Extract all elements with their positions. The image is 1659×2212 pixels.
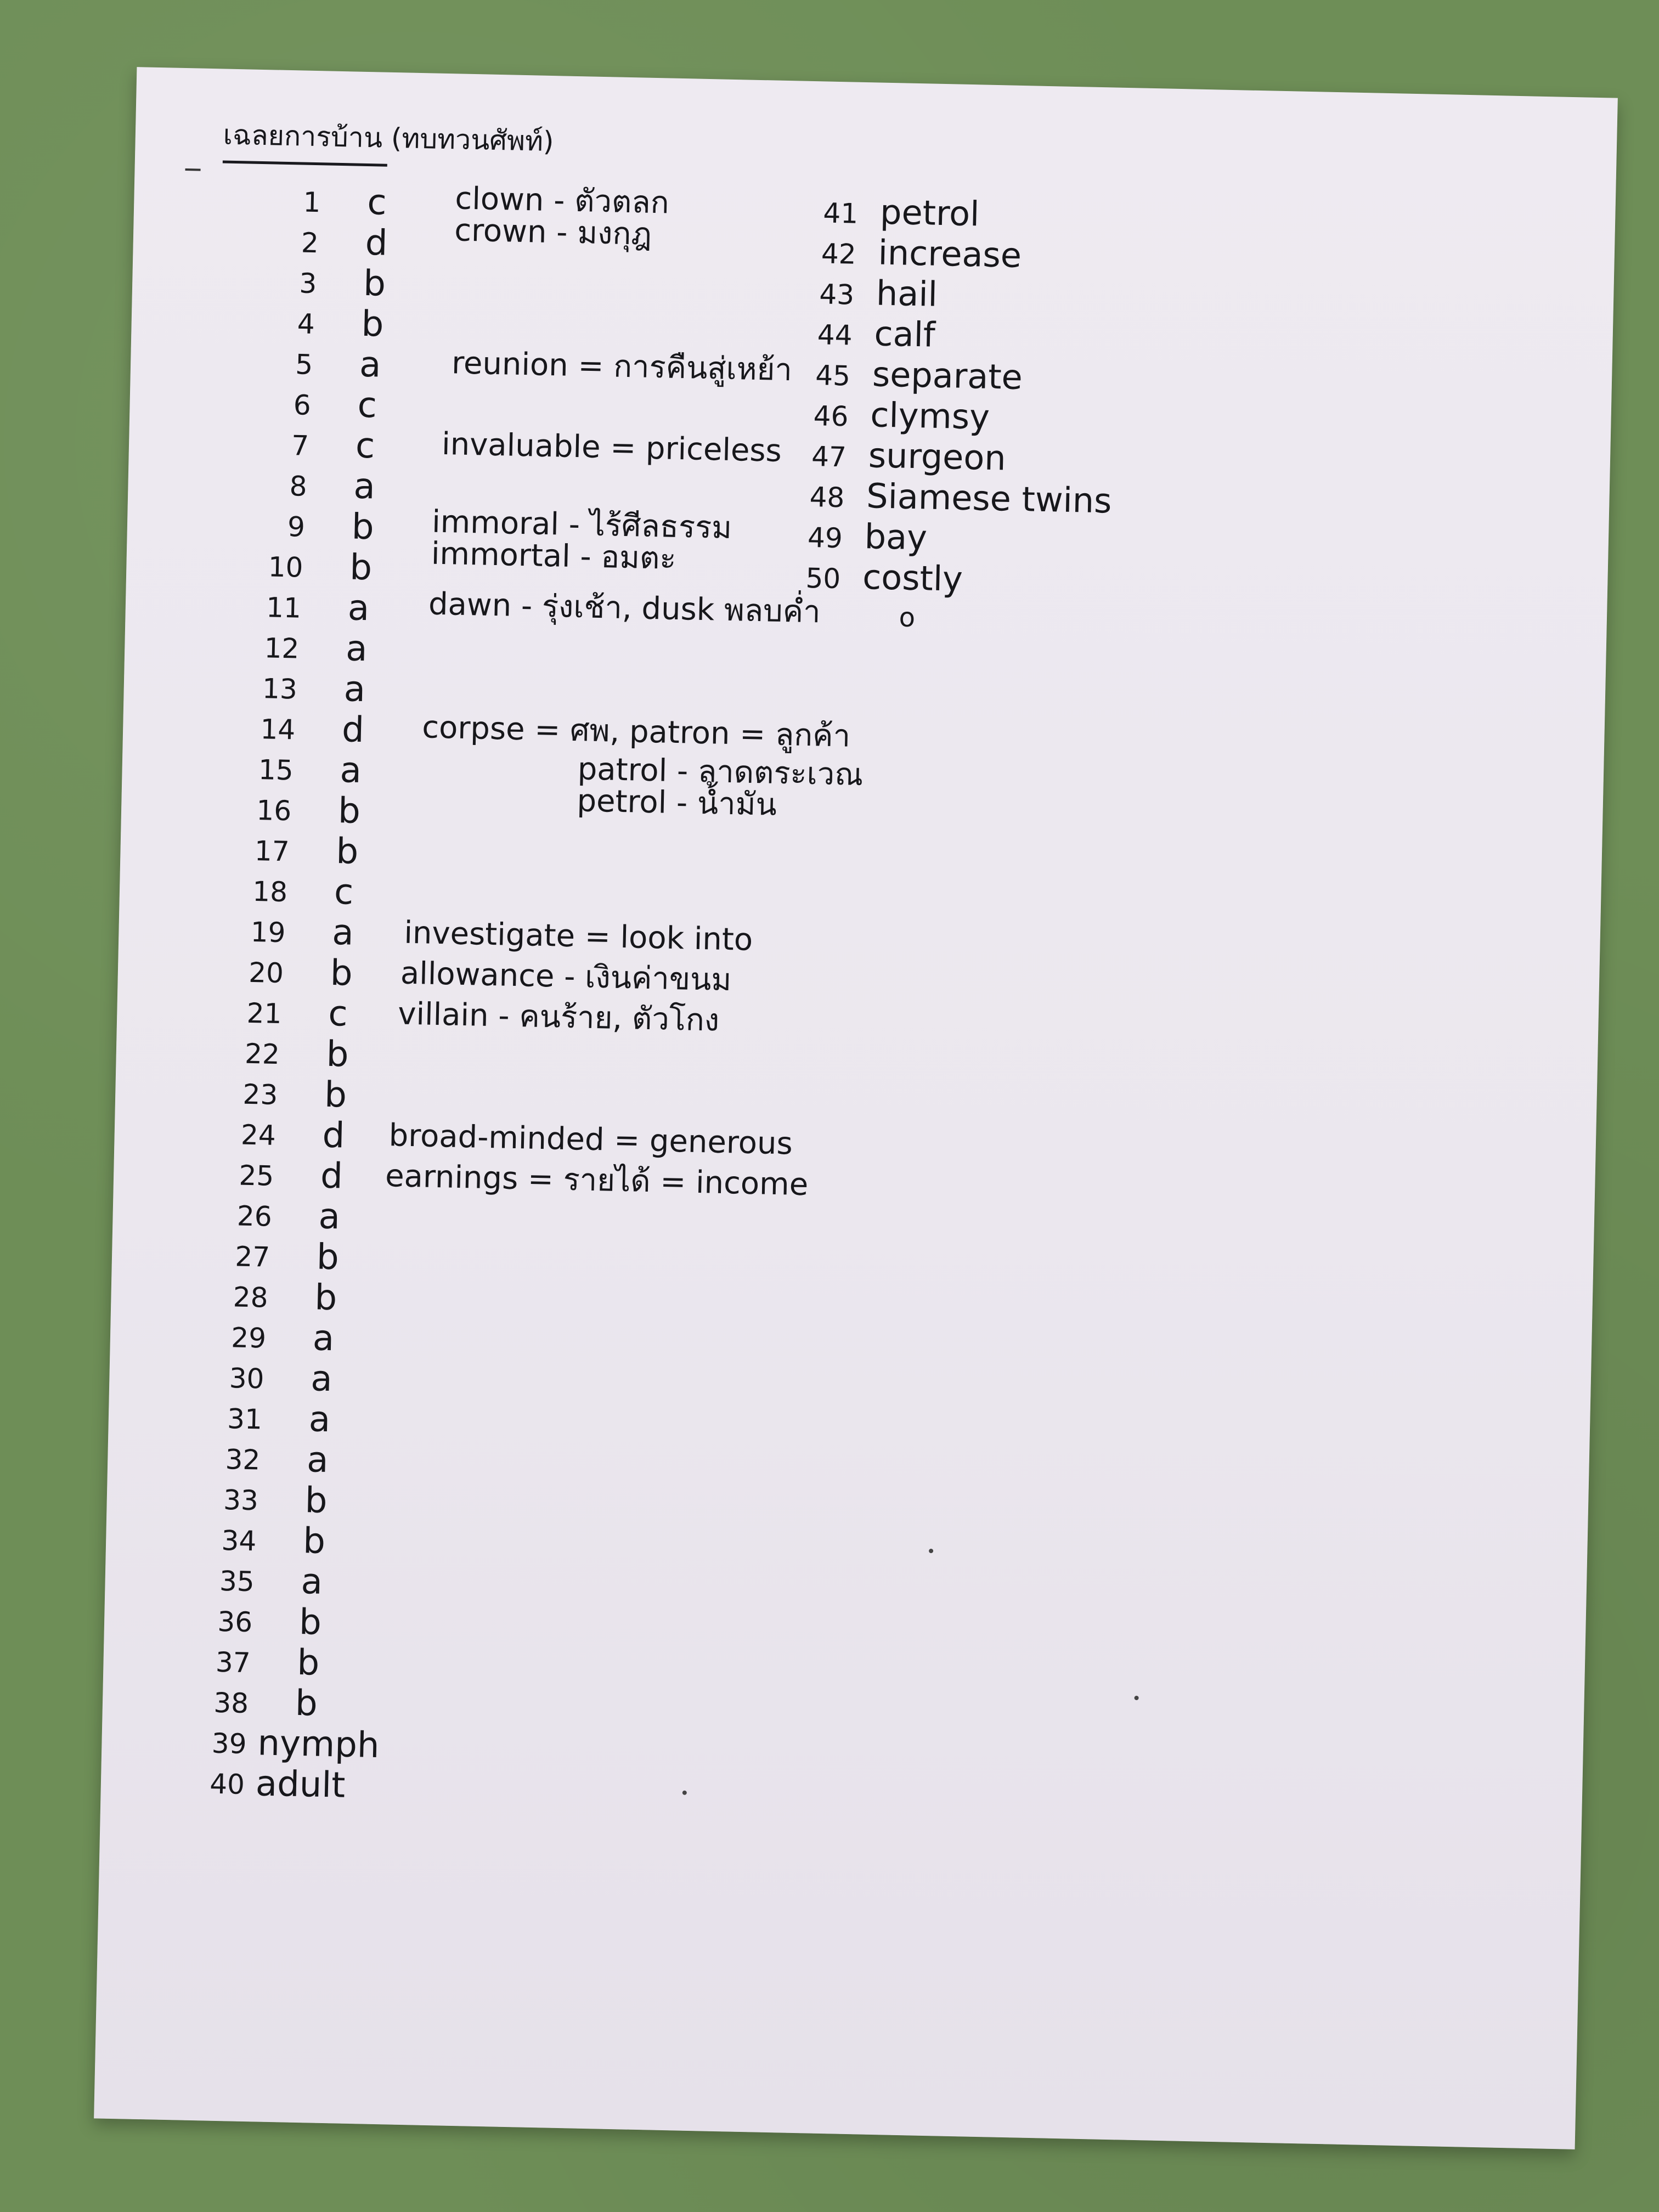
answer-choice: b [314,1277,337,1319]
answer-choice: d [320,1155,343,1197]
answer-word: costly [862,557,963,599]
circle-mark: o [899,602,916,634]
answer-number: 13 [262,673,298,706]
answer-choice: a [345,628,368,670]
paper-speck [929,1549,933,1553]
answer-choice: b [351,506,375,548]
answer-word: hail [876,273,938,314]
answer-sheet [94,67,1618,2149]
answer-number: 37 [215,1646,251,1679]
answer-number: 39 [211,1727,247,1760]
answer-number: 35 [219,1565,255,1598]
answer-number: 30 [229,1362,265,1395]
title-underline [223,160,387,166]
answer-choice: b [304,1480,328,1521]
vocab-note: dawn - รุ่งเช้า, dusk พลบค่ำ [428,586,821,630]
paper-speck [1135,1696,1139,1700]
answer-word: calf [873,313,936,355]
vocab-note: patrol - ลาดตระเวณ [577,751,864,793]
answer-number: 44 [817,319,853,352]
answer-choice: c [328,993,348,1035]
answer-number: 47 [811,441,847,473]
answer-number: 3 [298,267,317,300]
answer-number: 40 [209,1768,245,1801]
answer-number: 12 [264,632,300,665]
answer-choice: b [335,831,359,872]
answer-number: 6 [293,389,312,421]
answer-word: bay [864,516,928,558]
answer-choice: d [321,1115,346,1156]
vocab-note: crown - มงกุฎ [454,212,652,252]
answer-number: 1 [302,186,321,219]
answer-choice: a [310,1358,333,1400]
answer-choice: a [343,669,366,710]
answer-choice: b [360,303,385,345]
answer-choice: c [334,872,354,913]
vocab-note: earnings = รายได้ = income [385,1158,809,1203]
answer-choice: a [312,1318,335,1359]
answer-choice: c [357,385,377,426]
answer-choice: b [316,1237,340,1278]
paper-speck [682,1791,687,1795]
answer-number: 21 [246,997,282,1030]
answer-choice: b [337,791,361,832]
answer-number: 41 [822,197,859,230]
answer-choice: a [318,1196,341,1238]
answer-choice: b [295,1683,318,1724]
answer-number: 5 [295,348,313,381]
answer-number: 24 [240,1119,276,1152]
answer-number: 18 [252,875,288,909]
vocab-note: immortal - อมตะ [431,535,677,577]
answer-word: petrol [879,191,980,234]
answer-choice: a [339,750,362,791]
vocab-note: invaluable = priceless [441,426,782,469]
answer-number: 14 [259,713,296,746]
answer-word: increase [877,232,1022,275]
answer-choice: c [366,182,387,223]
answer-number: 17 [254,834,290,868]
answer-number: 33 [223,1484,259,1517]
answer-number: 11 [266,591,302,624]
answer-choice: c [355,425,376,467]
vocab-note: immoral - ไร้ศีลธรรม [431,504,732,546]
answer-word: clymsy [870,394,990,437]
answer-number: 15 [258,754,294,787]
answer-number: 25 [238,1159,274,1192]
answer-number: 28 [233,1281,269,1314]
answer-choice: a [300,1561,323,1602]
answer-word: Siamese twins [866,476,1113,521]
vocab-note: corpse = ศพ, patron = ลูกค้า [421,709,851,754]
answer-number: 46 [813,400,849,433]
answer-number: 10 [268,551,304,584]
answer-number: 8 [289,470,308,503]
answer-choice: a [353,466,376,507]
answer-choice: a [331,912,354,953]
vocab-note: villain - คนร้าย, ตัวโกง [397,996,720,1039]
vocab-note: petrol - น้ำมัน [576,783,777,823]
answer-choice: b [302,1521,326,1562]
answer-number: 32 [225,1443,261,1476]
answer-choice: a [359,344,382,386]
vocab-note: broad-minded = generous [388,1118,793,1162]
answer-number: 42 [821,238,857,270]
answer-choice: d [341,709,365,751]
answer-number: 34 [221,1524,257,1558]
answer-word: surgeon [868,435,1007,478]
sheet-title: เฉลยการบ้าน (ทบทวนศัพท์) [223,119,555,158]
answer-number: 27 [234,1240,270,1273]
answer-number: 9 [287,511,306,543]
answer-number: 2 [301,227,319,259]
answer-choice: a [308,1399,331,1441]
vocab-note: reunion = การคืนสู่เหย้า [451,345,793,388]
answer-choice: b [349,547,373,589]
answer-number: 45 [815,359,851,392]
answer-number: 22 [244,1037,280,1070]
answer-number: 36 [217,1605,253,1639]
answer-word: separate [872,354,1023,398]
answer-number: 43 [819,278,855,311]
answer-choice: b [298,1601,322,1643]
answer-number: 49 [807,521,843,555]
answer-number: 26 [236,1200,273,1233]
answer-number: 31 [227,1403,263,1436]
answer-choice: adult [255,1763,346,1806]
vocab-note: investigate = look into [403,915,753,958]
answer-number: 20 [248,956,284,990]
margin-tick [185,168,201,171]
answer-number: 7 [291,430,309,462]
answer-choice: b [296,1642,320,1684]
answer-choice: b [326,1034,349,1075]
vocab-note: allowance - เงินค่าขนม [400,955,732,998]
answer-number: 38 [213,1686,249,1720]
answer-number: 19 [250,916,286,949]
answer-number: 4 [297,308,315,341]
answer-choice: a [347,588,370,629]
answer-choice: nymph [257,1723,380,1767]
answer-number: 29 [230,1322,267,1355]
answer-choice: b [363,263,386,304]
answer-choice: a [306,1440,329,1481]
answer-number: 23 [242,1078,278,1111]
vocab-note: clown - ตัวตลก [454,180,670,221]
answer-choice: b [330,952,353,994]
answer-choice: b [324,1074,347,1116]
answer-choice: d [365,222,388,264]
answer-number: 50 [805,562,841,595]
answer-number: 48 [809,481,845,514]
answer-number: 16 [256,794,292,827]
